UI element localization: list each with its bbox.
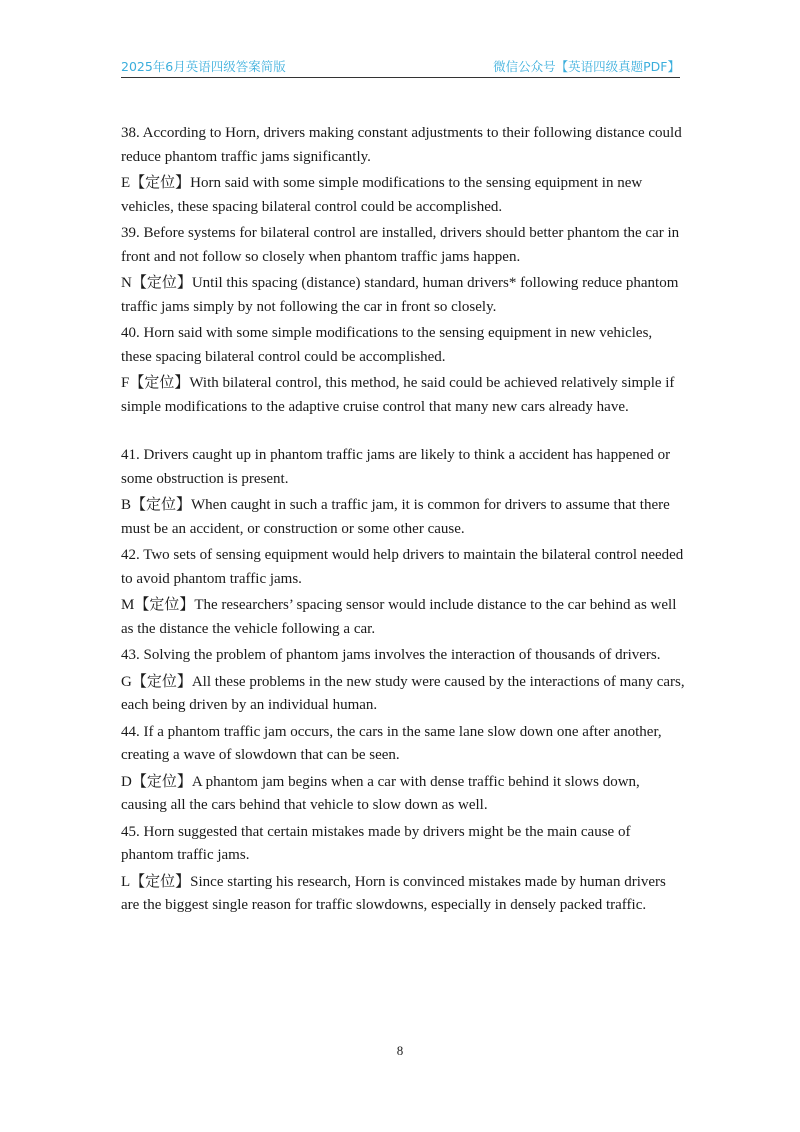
header-right-title: 微信公众号【英语四级真题PDF】 <box>493 59 680 74</box>
section-gap <box>121 422 686 444</box>
question-45: 45. Horn suggested that certain mistakes made by drivers might be the main cause of phantom traffic jams. <box>121 823 631 863</box>
answer-42-locator: M【定位】The researchers’ spacing sensor would include distance to the car behind as well as the distance the vehicle following a car. <box>121 597 677 637</box>
answer-44-locator: D【定位】A phantom jam begins when a car with dense traffic behind it slows down, causing all the cars behind that vehicle to slow down as well. <box>121 773 640 813</box>
answer-38-locator: E【定位】Horn said with some simple modifications to the sensing equipment in new vehicles, these spacing bilateral control could be accomplished. <box>121 175 643 215</box>
header-left-title: 2025年6月英语四级答案简版 <box>121 59 286 74</box>
question-40: 40. Horn said with some simple modifications to the sensing equipment in new vehicles, these spacing bilateral control could be accomplished. <box>121 325 653 365</box>
question-42: 42. Two sets of sensing equipment would help drivers to maintain the bilateral control needed to avoid phantom traffic jams. <box>121 547 684 587</box>
question-41: 41. Drivers caught up in phantom traffic jams are likely to think a accident has happened or some obstruction is present. <box>121 447 671 487</box>
question-44: 44. If a phantom traffic jam occurs, the cars in the same lane slow down one after another, creating a wave of slowdown that can be seen. <box>121 723 662 763</box>
question-43: 43. Solving the problem of phantom jams involves the interaction of thousands of drivers. <box>121 647 661 663</box>
answer-43-locator: G【定位】All these problems in the new study were caused by the interactions of many cars, each being driven by an individual human. <box>121 673 685 713</box>
answer-39-locator: N【定位】Until this spacing (distance) standard, human drivers* following reduce phantom traffic jams simply by not following the car in front so closely. <box>121 275 679 315</box>
answer-41-locator: B【定位】When caught in such a traffic jam, it is common for drivers to assume that there must be an accident, or construction or some other cause. <box>121 497 670 537</box>
answer-40-locator: F【定位】With bilateral control, this method, he said could be achieved relatively simple if simple modifications to the adaptive cruise control that many new cars already have. <box>121 375 675 415</box>
answer-45-locator: L【定位】Since starting his research, Horn is convinced mistakes made by human drivers are the biggest single reason for traffic slowdowns, especially in densely packed traffic. <box>121 873 666 913</box>
page-number: 8 <box>396 1043 404 1058</box>
question-38: 38. According to Horn, drivers making constant adjustments to their following distance could reduce phantom traffic jams significantly. <box>121 125 682 165</box>
document-body <box>121 122 686 921</box>
page-header <box>121 55 680 78</box>
question-39: 39. Before systems for bilateral control are installed, drivers should better phantom the car in front and not follow so closely when phantom traffic jams happen. <box>121 225 680 265</box>
